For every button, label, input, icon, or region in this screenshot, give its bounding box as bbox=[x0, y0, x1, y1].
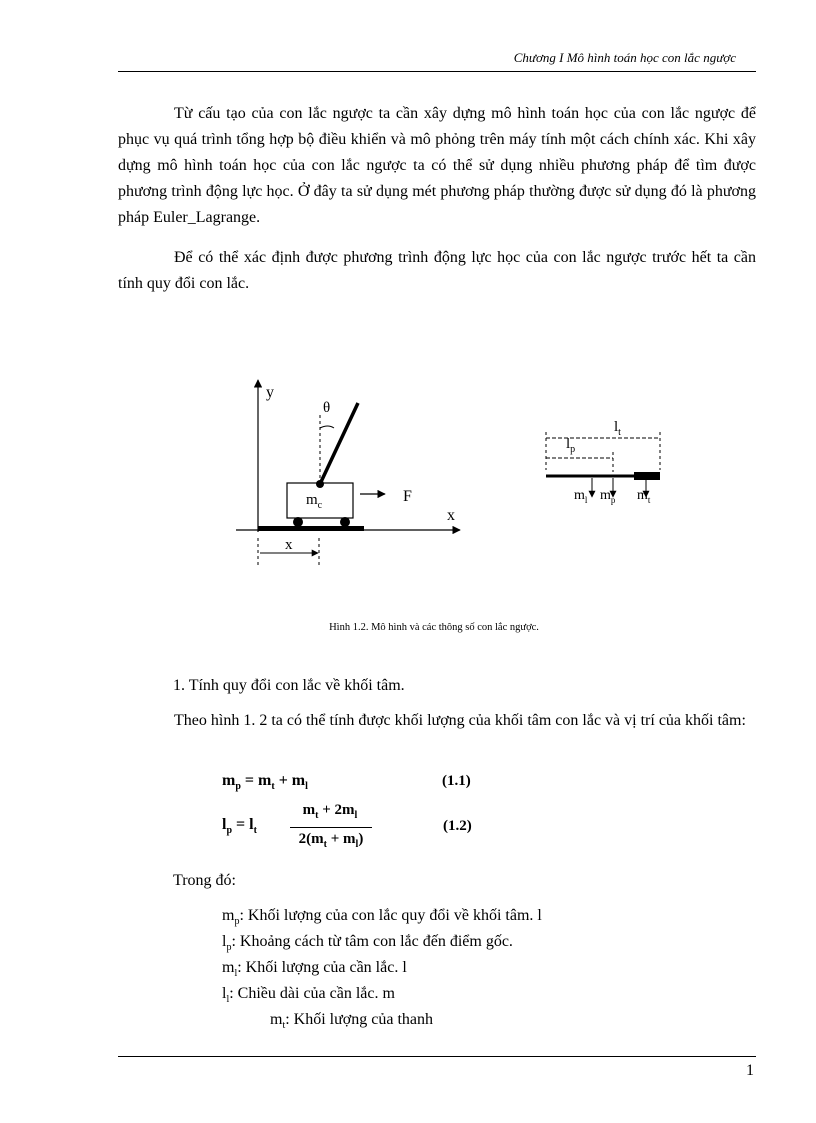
mp-label: $m_p$ bbox=[600, 488, 616, 505]
definition-ml: $m_l$: Khối lượng của cần lắc. l bbox=[222, 959, 407, 980]
mt-label: $m_t$ bbox=[637, 488, 651, 505]
y-axis-label: y bbox=[266, 384, 274, 401]
x-axis-label: x bbox=[447, 507, 455, 524]
cart-mass-label: $m_c$ bbox=[306, 492, 323, 511]
footer-divider bbox=[118, 1056, 756, 1057]
equation-1-1-number: (1.1) bbox=[442, 773, 471, 789]
equation-1-2-number: (1.2) bbox=[443, 818, 472, 834]
cart-wheel-right bbox=[340, 517, 350, 527]
track bbox=[258, 526, 364, 531]
definition-lp: $l_p$: Khoảng cách từ tâm con lắc đến điểm gốc. bbox=[222, 933, 513, 954]
rod-end-mass bbox=[634, 472, 660, 480]
theta-label: θ bbox=[323, 400, 331, 416]
page-number: 1 bbox=[746, 1062, 754, 1079]
equation-1-2-lhs: $l_p = l_t$ bbox=[222, 816, 257, 837]
conversion-paragraph: Để có thể xác định được phương trình động lực học của con lắc ngược trước hết ta cần tính quy đổi con lắc. bbox=[118, 249, 756, 292]
equation-1-2-numerator: $m_t + 2m_l$ bbox=[302, 802, 358, 821]
lt-label: $l_t$ bbox=[614, 419, 621, 438]
chapter-header: Chương I Mô hình toán học con lắc ngược bbox=[513, 50, 736, 65]
theta-arc bbox=[320, 426, 334, 428]
force-label: F bbox=[403, 488, 412, 505]
equation-1-2-denominator: $2(m_t + m_l)$ bbox=[298, 831, 364, 850]
lp-label: $l_p$ bbox=[566, 436, 576, 455]
section-intro: Theo hình 1. 2 ta có thể tính được khối lượng của khối tâm con lắc và vị trí của khối tâm: bbox=[174, 712, 746, 729]
definition-mt: $m_t$: Khối lượng của thanh bbox=[270, 1011, 434, 1032]
where-label: Trong đó: bbox=[173, 872, 236, 889]
intro-paragraph: Từ cấu tạo của con lắc ngược ta cần xây dựng mô hình toán học của con lắc ngược để phục vụ quá trình tổng hợp bộ điều khiển và mô phỏng trên máy tính một cách chính xác. Khi xây dựng mô hình toán học của con lắc ngược ta có thể sử dụng nhiều phương pháp để tìm được phương trình động lực học. Ở đây ta sử dụng mét phương pháp thường được sử dụng đó là phương pháp Euler_Lagrange. bbox=[118, 105, 756, 226]
x-offset-label: x bbox=[285, 537, 293, 553]
figure-caption: Hình 1.2. Mô hình và các thông số con lắc ngược. bbox=[329, 622, 539, 633]
ml-label: $m_l$ bbox=[574, 488, 588, 505]
cart-wheel-left bbox=[293, 517, 303, 527]
definition-mp: $m_p$: Khối lượng của con lắc quy đổi về khối tâm. l bbox=[222, 907, 542, 928]
definition-ll: $l_l$: Chiều dài của cần lắc. m bbox=[222, 985, 395, 1006]
section-heading: 1. Tính quy đổi con lắc về khối tâm. bbox=[173, 677, 405, 694]
equation-1-1: $m_p = m_t + m_l$ bbox=[222, 772, 308, 793]
equation-1-2-fraction-bar bbox=[290, 827, 372, 828]
